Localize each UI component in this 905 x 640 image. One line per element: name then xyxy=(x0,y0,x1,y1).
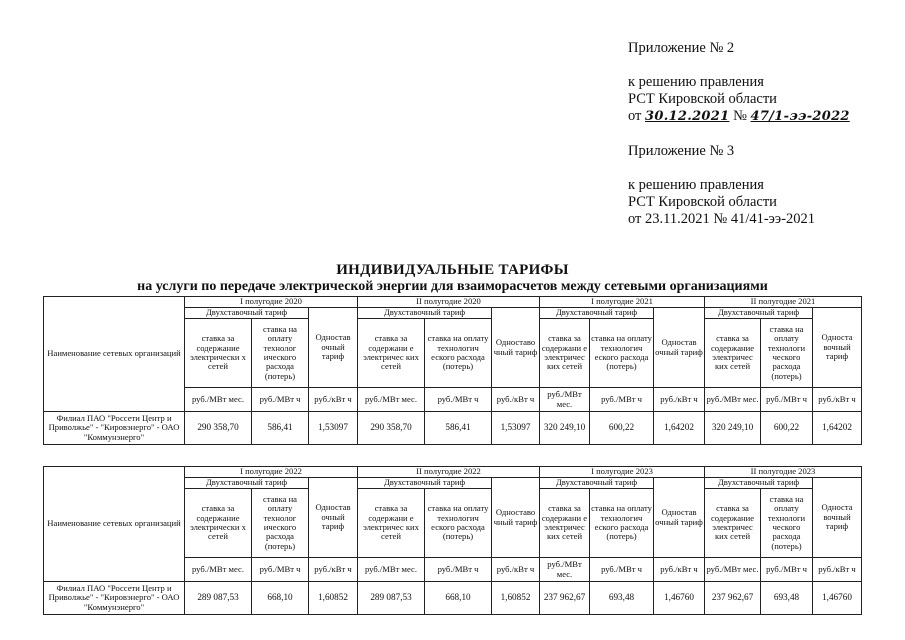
unit-cell: руб./кВт ч xyxy=(309,558,358,582)
losses-rate-header: ставка на оплату технолог ического расхода (потерь) xyxy=(252,319,309,388)
single-rate-header: Одностав очный тариф xyxy=(654,308,705,388)
single-rate-header: Односта вочный тариф xyxy=(813,478,862,558)
maintenance-rate-header: ставка за содержани е электричес ких сетей xyxy=(358,489,425,558)
period-header: I полугодие 2023 xyxy=(540,467,705,478)
value-cell: 1,64202 xyxy=(654,412,705,445)
losses-rate-header: ставка на оплату технологич еского расхода (потерь) xyxy=(425,319,492,388)
value-cell: 290 358,70 xyxy=(358,412,425,445)
unit-cell: руб./МВт мес. xyxy=(540,388,590,412)
maintenance-rate-header: ставка за содержание электрически х сетей xyxy=(185,489,252,558)
maintenance-rate-header: ставка за содержани е электричес ких сетей xyxy=(540,489,590,558)
value-cell: 290 358,70 xyxy=(185,412,252,445)
period-header: II полугодие 2021 xyxy=(705,297,862,308)
unit-cell: руб./кВт ч xyxy=(654,558,705,582)
unit-cell: руб./МВт мес. xyxy=(185,558,252,582)
two-part-tariff-header: Двухставочный тариф xyxy=(358,308,492,319)
unit-cell: руб./МВт ч xyxy=(761,388,813,412)
maintenance-rate-header: ставка за содержани е электричес ких сетей xyxy=(540,319,590,388)
value-cell: 320 249,10 xyxy=(540,412,590,445)
losses-rate-header: ставка на оплату технологи ческого расхода (потерь) xyxy=(761,319,813,388)
table-row xyxy=(44,412,862,445)
unit-cell: руб./МВт ч xyxy=(590,558,654,582)
two-part-tariff-header: Двухставочный тариф xyxy=(185,478,309,489)
value-cell: 668,10 xyxy=(252,582,309,615)
value-cell: 1,64202 xyxy=(813,412,862,445)
unit-cell: руб./кВт ч xyxy=(492,558,540,582)
unit-cell: руб./МВт мес. xyxy=(185,388,252,412)
value-cell: 586,41 xyxy=(425,412,492,445)
unit-cell: руб./кВт ч xyxy=(813,558,862,582)
value-cell: 600,22 xyxy=(761,412,813,445)
two-part-tariff-header: Двухставочный тариф xyxy=(705,478,813,489)
appendix-3-ref-line3: от 23.11.2021 № 41/41-ээ-2021 xyxy=(628,211,815,227)
appendix-2-title: Приложение № 2 xyxy=(628,40,735,56)
maintenance-rate-header: ставка за содержание электричес ких сетей xyxy=(705,319,761,388)
two-part-tariff-header: Двухставочный тариф xyxy=(705,308,813,319)
appendix-3-title: Приложение № 3 xyxy=(628,143,735,159)
value-cell: 320 249,10 xyxy=(705,412,761,445)
appendix-3-block xyxy=(628,143,815,228)
unit-cell: руб./кВт ч xyxy=(492,388,540,412)
two-part-tariff-header: Двухставочный тариф xyxy=(358,478,492,489)
single-rate-header: Одностав очный тариф xyxy=(309,308,358,388)
tariff-table-2022-2023 xyxy=(43,466,862,615)
appendix-2-ref-line2: РСТ Кировской области xyxy=(628,91,777,107)
period-header: II полугодие 2020 xyxy=(358,297,540,308)
value-cell: 668,10 xyxy=(425,582,492,615)
losses-rate-header: ставка на оплату технологич еского расхода (потерь) xyxy=(425,489,492,558)
org-name-cell: Филиал ПАО "Россети Центр и Приволжье" - "Кировэнерго" - ОАО "Коммунэнерго" xyxy=(44,412,185,445)
value-cell: 586,41 xyxy=(252,412,309,445)
tariff-table-2020-2021 xyxy=(43,296,862,445)
handwritten-number: 47/1-ээ-2022 xyxy=(750,109,850,124)
document-title: ИНДИВИДУАЛЬНЫЕ ТАРИФЫ xyxy=(336,262,569,278)
maintenance-rate-header: ставка за содержание электрически х сетей xyxy=(185,319,252,388)
unit-cell: руб./кВт ч xyxy=(654,388,705,412)
value-cell: 693,48 xyxy=(590,582,654,615)
maintenance-rate-header: ставка за содержание электричес ких сетей xyxy=(705,489,761,558)
appendix-2-ref-line3 xyxy=(628,108,850,125)
losses-rate-header: ставка на оплату технолог ического расхода (потерь) xyxy=(252,489,309,558)
unit-cell: руб./МВт мес. xyxy=(540,558,590,582)
single-rate-header: Одностав очный тариф xyxy=(309,478,358,558)
value-cell: 237 962,67 xyxy=(540,582,590,615)
value-cell: 1,46760 xyxy=(813,582,862,615)
appendix-2-ref-line1: к решению правления xyxy=(628,74,764,90)
unit-cell: руб./МВт ч xyxy=(425,388,492,412)
value-cell: 1,53097 xyxy=(492,412,540,445)
period-header: II полугодие 2023 xyxy=(705,467,862,478)
appendix-2-block xyxy=(628,40,850,125)
two-part-tariff-header: Двухставочный тариф xyxy=(540,478,654,489)
value-cell: 289 087,53 xyxy=(185,582,252,615)
unit-cell: руб./МВт ч xyxy=(761,558,813,582)
maintenance-rate-header: ставка за содержани е электричес ких сетей xyxy=(358,319,425,388)
ref2-from: от xyxy=(628,108,642,124)
single-rate-header: Одностав очный тариф xyxy=(654,478,705,558)
period-header: I полугодие 2022 xyxy=(185,467,358,478)
value-cell: 1,60852 xyxy=(492,582,540,615)
unit-cell: руб./МВт мес. xyxy=(705,388,761,412)
losses-rate-header: ставка на оплату технологич еского расхода (потерь) xyxy=(590,489,654,558)
value-cell: 1,46760 xyxy=(654,582,705,615)
period-header: I полугодие 2021 xyxy=(540,297,705,308)
document-subtitle: на услуги по передаче электрической энергии для взаиморасчетов между сетевыми организациями xyxy=(137,279,768,294)
org-name-header: Наименование сетевых организаций xyxy=(44,297,185,412)
unit-cell: руб./кВт ч xyxy=(813,388,862,412)
handwritten-date: 30.12.2021 xyxy=(645,109,730,124)
unit-cell: руб./МВт мес. xyxy=(705,558,761,582)
period-header: I полугодие 2020 xyxy=(185,297,358,308)
unit-cell: руб./МВт ч xyxy=(590,388,654,412)
org-name-cell: Филиал ПАО "Россети Центр и Приволжье" - "Кировэнерго" - ОАО "Коммунэнерго" xyxy=(44,582,185,615)
two-part-tariff-header: Двухставочный тариф xyxy=(185,308,309,319)
single-rate-header: Односта вочный тариф xyxy=(813,308,862,388)
unit-cell: руб./кВт ч xyxy=(309,388,358,412)
value-cell: 289 087,53 xyxy=(358,582,425,615)
appendix-3-ref-line1: к решению правления xyxy=(628,177,764,193)
two-part-tariff-header: Двухставочный тариф xyxy=(540,308,654,319)
unit-cell: руб./МВт ч xyxy=(252,388,309,412)
value-cell: 237 962,67 xyxy=(705,582,761,615)
appendix-3-ref-line2: РСТ Кировской области xyxy=(628,194,777,210)
single-rate-header: Одноставо чный тариф xyxy=(492,308,540,388)
single-rate-header: Одноставо чный тариф xyxy=(492,478,540,558)
value-cell: 1,53097 xyxy=(309,412,358,445)
unit-cell: руб./МВт мес. xyxy=(358,388,425,412)
period-header: II полугодие 2022 xyxy=(358,467,540,478)
losses-rate-header: ставка на оплату технологи ческого расхода (потерь) xyxy=(761,489,813,558)
unit-cell: руб./МВт ч xyxy=(252,558,309,582)
table-row xyxy=(44,582,862,615)
value-cell: 600,22 xyxy=(590,412,654,445)
unit-cell: руб./МВт ч xyxy=(425,558,492,582)
value-cell: 693,48 xyxy=(761,582,813,615)
org-name-header: Наименование сетевых организаций xyxy=(44,467,185,582)
losses-rate-header: ставка на оплату технологич еского расхода (потерь) xyxy=(590,319,654,388)
ref2-number-sign: № xyxy=(733,108,747,124)
unit-cell: руб./МВт мес. xyxy=(358,558,425,582)
value-cell: 1,60852 xyxy=(309,582,358,615)
